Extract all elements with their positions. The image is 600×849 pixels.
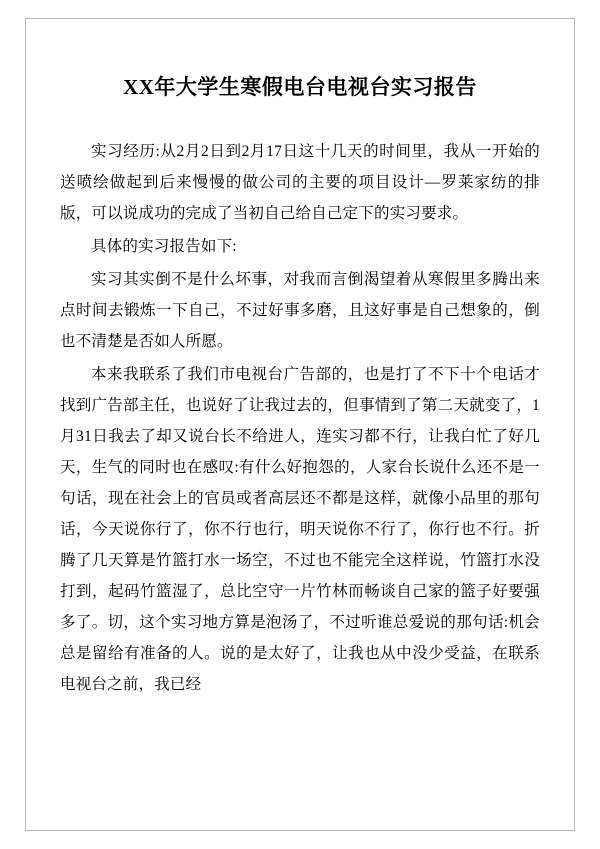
document-content (60, 55, 540, 702)
page-title: XX年大学生寒假电台电视台实习报告 (123, 75, 477, 99)
paragraph: 实习其实倒不是什么坏事，对我而言倒渴望着从寒假里多腾出来点时间去锻炼一下自己，不过好事多磨，且这好事是自己想象的，倒也不清楚是否如人所愿。 (60, 271, 540, 351)
document-body (60, 136, 540, 700)
paragraph: 实习经历:从2月2日到2月17日这十几天的时间里，我从一开始的送喷绘做起到后来慢慢的做公司的主要的项目设计—罗莱家纺的排版，可以说成功的完成了当初自己给自己定下的实习要求。 (60, 143, 540, 223)
paragraph: 本来我联系了我们市电视台广告部的，也是打了不下十个电话才找到广告部主任，也说好了让我过去的，但事情到了第二天就变了，1月31日我去了却又说台长不给进人，连实习都不行，让我白忙了好几天，生气的同时也在感叹:有什么好抱怨的，人家台长说什么还不是一句话，现在社会上的官员或者高层还不都是这样，就像小品里的那句话，今天说你行了，你不行也行，明天说你不行了，你行也不行。折腾了几天算是竹篮打水一场空，不过也不能完全这样说，竹篮打水没打到，起码竹篮湿了，总比空守一片竹林而畅谈自己家的篮子好要强多了。切，这个实习地方算是泡汤了，不过听谁总爱说的那句话:机会总是留给有准备的人。说的是太好了，让我也从中没少受益，在联系电视台之前，我已经 (60, 366, 540, 694)
paragraph: 具体的实习报告如下: (91, 238, 237, 256)
